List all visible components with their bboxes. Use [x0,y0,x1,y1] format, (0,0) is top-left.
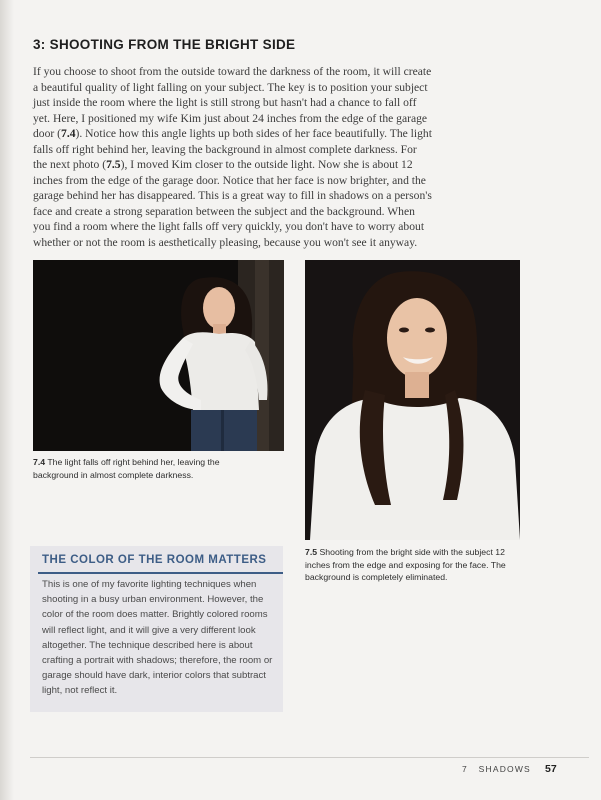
figure-number: 7.4 [33,457,46,467]
body-text-part-2: ). Notice how this angle lights up both sides of her face beautifully. The light falls off right behind her, leaving the background in almost complete darkness. For the next photo ( [33,127,432,171]
sidebar-title: THE COLOR OF THE ROOM MATTERS [42,554,267,566]
figure-caption-7-5 [305,546,520,584]
footer-chapter-label: 7 SHADOWS [462,764,531,774]
sidebar-text: This is one of my favorite lighting techniques when shooting in a busy urban environment. However, the color of the room does matter. Brightly colored rooms will reflect light, and it will give a very different look altogether. The technique described here is about crafting a portrait with shadows; therefore, the room or garage should have dark, interior colors that subtract light, not reflect it. [42,579,273,697]
photo-7-4-illustration [33,260,284,451]
figure-number: 7.5 [305,547,318,557]
footer-divider [30,757,589,758]
figure-ref-7-5: 7.5 [106,158,121,171]
body-paragraph [33,64,433,250]
figure-caption-text: The light falls off right behind her, leaving the background in almost complete darkness. [33,457,220,480]
body-text-part-3: ), I moved Kim closer to the outside light. Now she is about 12 inches from the edge of the garage door. Notice that her face is now brighter, and the garage behind her has disappeared. This is a great way to fill in shadows on a person's face and create a strong separation between the subject and the background. When you find a room where the light falls off very quickly, you don't have to worry about whether or not the room is aesthetically pleasing, because you won't see it anyway. [33,158,432,249]
page-number: 57 [545,763,557,775]
section-heading: 3: SHOOTING FROM THE BRIGHT SIDE [33,37,296,52]
figure-ref-7-4: 7.4 [61,127,76,140]
sidebar-box [30,546,283,712]
page-gutter-shadow [0,0,14,800]
photo-7-5-illustration [305,260,520,540]
figure-caption-7-4 [33,456,243,481]
sidebar-divider [38,572,283,574]
photo-7-5 [305,260,520,540]
body-text-part-1: If you choose to shoot from the outside toward the darkness of the room, it will create a beautiful quality of light falling on your subject. The key is to position your subject just inside the room where the light is still strong but hasn't had a chance to fall off yet. Here, I positioned my wife Kim just about 24 inches from the edge of the garage door ( [33,65,432,140]
figure-caption-text: Shooting from the bright side with the subject 12 inches from the edge and exposing for the face. The background is completely eliminated. [305,547,506,582]
photo-7-4 [33,260,284,451]
